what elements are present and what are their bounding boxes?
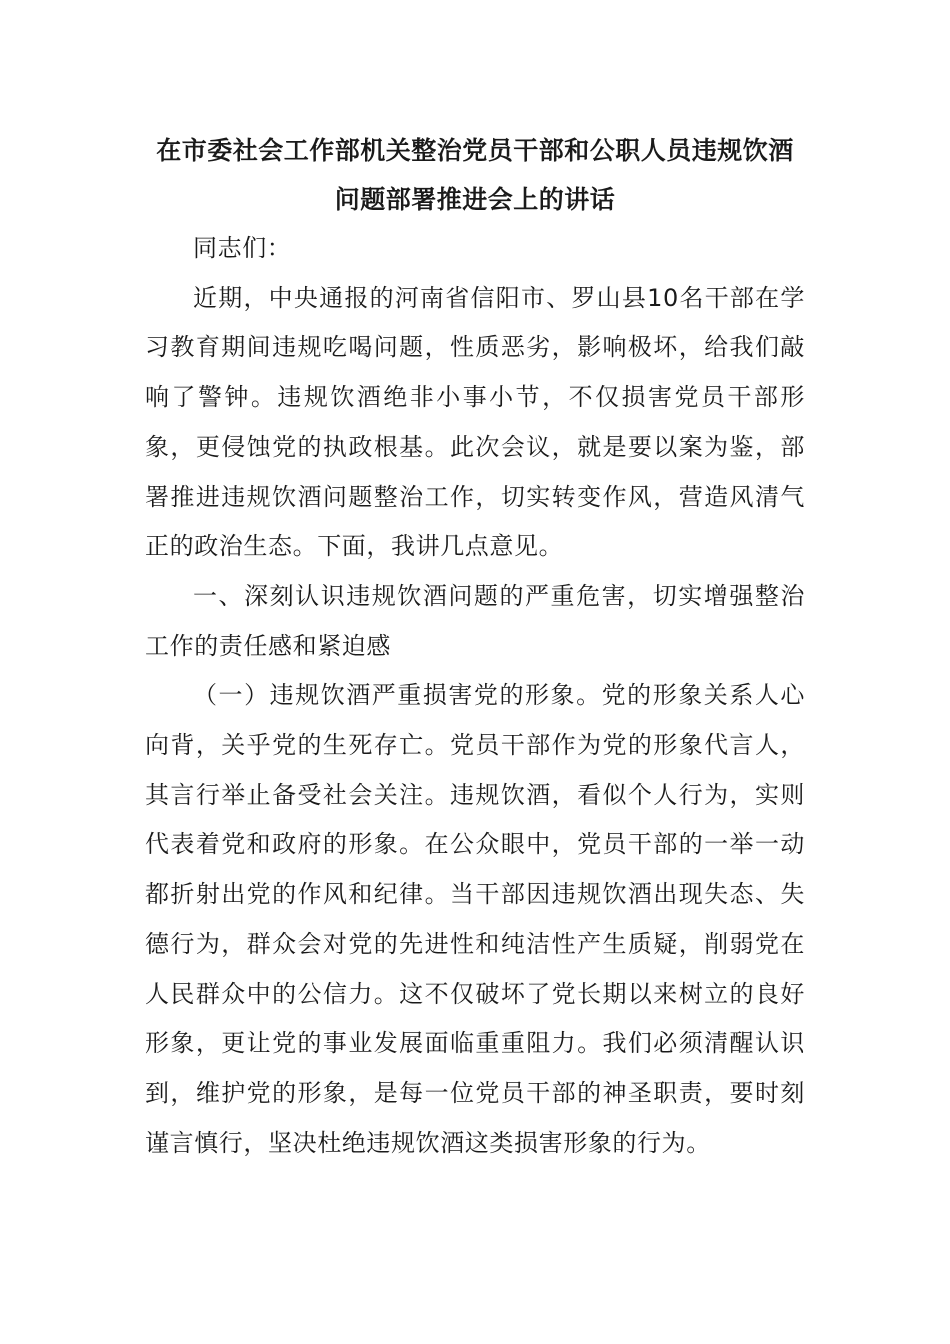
document-title-line-2: 问题部署推进会上的讲话 [334, 185, 616, 214]
subsection-paragraph-1: （一）违规饮酒严重损害党的形象。党的形象关系人心向背，关乎党的生死存亡。党员干部作为党的形象代言人，其言行举止备受社会关注。违规饮酒，看似个人行为，实则代表着党和政府的形象。在公众眼中，党员干部的一举一动都折射出党的作风和纪律。当干部因违规饮酒出现失态、失德行为，群众会对党的先进性和纯洁性产生质疑，削弱党在人民群众中的公信力。这不仅破坏了党长期以来树立的良好形象，更让党的事业发展面临重重阻力。我们必须清醒认识到，维护党的形象，是每一位党员干部的神圣职责，要时刻谨言慎行，坚决杜绝违规饮酒这类损害形象的行为。 [145, 681, 805, 1157]
document-body [145, 224, 805, 1168]
document-title-line-1: 在市委社会工作部机关整治党员干部和公职人员违规饮酒 [156, 136, 794, 165]
section-heading-1: 一、深刻认识违规饮酒问题的严重危害，切实增强整治工作的责任感和紧迫感 [145, 581, 805, 660]
intro-paragraph: 近期，中央通报的河南省信阳市、罗山县10名干部在学习教育期间违规吃喝问题，性质恶劣，影响极坏，给我们敲响了警钟。违规饮酒绝非小事小节，不仅损害党员干部形象，更侵蚀党的执政根基。此次会议，就是要以案为鉴，部署推进违规饮酒问题整治工作，切实转变作风，营造风清气正的政治生态。下面，我讲几点意见。 [145, 283, 805, 561]
salutation-paragraph: 同志们： [193, 234, 292, 262]
